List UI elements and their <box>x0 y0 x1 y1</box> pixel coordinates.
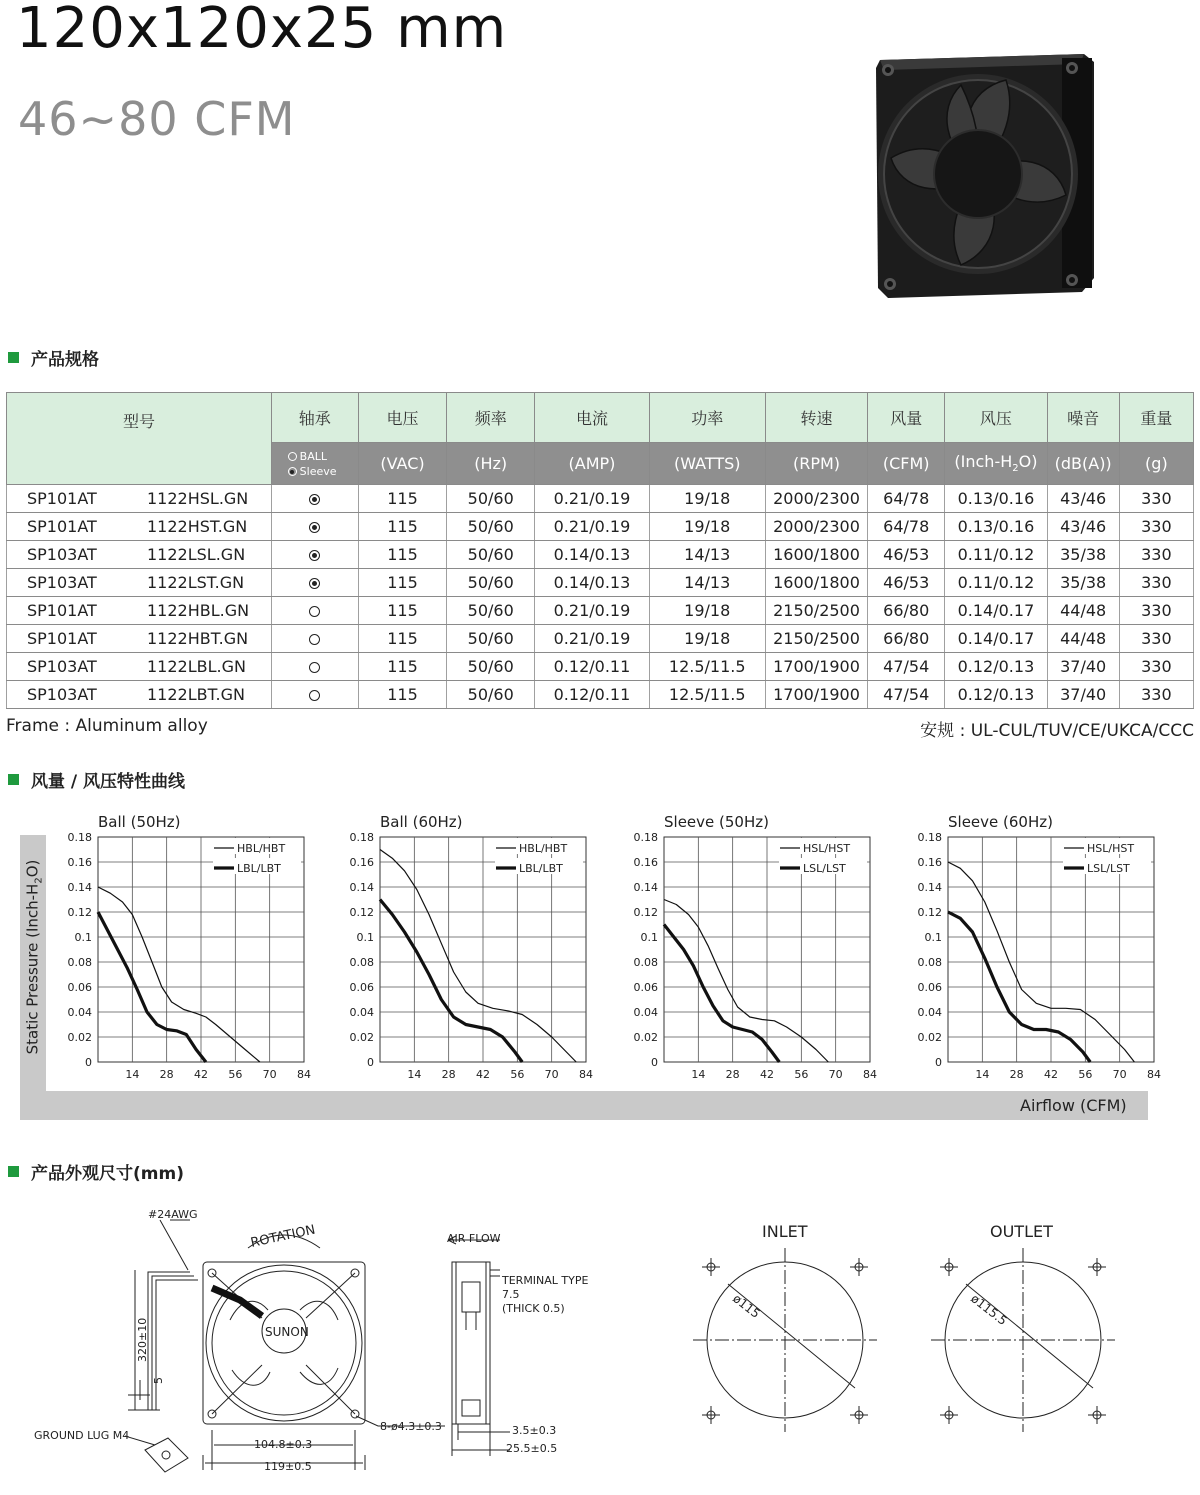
table-row <box>7 541 1194 569</box>
outlet-diameter-label: ø115.5 <box>968 1291 1010 1329</box>
lead-length-label: 320±10 <box>136 1317 149 1362</box>
terminal-type-label: TERMINAL TYPE <box>502 1274 589 1287</box>
cell-noise: 35/38 <box>1047 569 1119 597</box>
table-row <box>7 653 1194 681</box>
y-tick-label: 0.08 <box>67 956 92 969</box>
bearing-cell <box>271 569 358 597</box>
y-tick-label: 0.02 <box>67 1031 92 1044</box>
y-tick-label: 0.04 <box>67 1006 92 1019</box>
cell-watts: 19/18 <box>649 597 765 625</box>
cell-volt: 115 <box>358 513 446 541</box>
table-row <box>7 625 1194 653</box>
cell-watts: 19/18 <box>649 513 765 541</box>
ball-bearing-icon <box>309 606 320 617</box>
model-cell <box>7 513 272 541</box>
ball-bearing-icon <box>309 690 320 701</box>
cell-volt: 115 <box>358 625 446 653</box>
frame-material-note: Frame : Aluminum alloy <box>6 716 208 736</box>
bearing-cell <box>271 625 358 653</box>
sleeve-bearing-icon <box>309 494 320 505</box>
y-axis-label: Static Pressure $(Inch-H_2O)$ <box>23 859 45 1055</box>
legend-label: HBL/HBT <box>519 842 568 855</box>
y-tick-label: 0.04 <box>917 1006 942 1019</box>
cell-rpm: 2000/2300 <box>765 485 867 513</box>
model-number: SP103AT <box>27 657 97 676</box>
cell-volt: 115 <box>358 653 446 681</box>
y-tick-label: 0.1 <box>356 931 374 944</box>
legend-label: LBL/LBT <box>519 862 563 875</box>
cell-weight: 330 <box>1119 569 1193 597</box>
cell-rpm: 1700/1900 <box>765 653 867 681</box>
cell-rpm: 2150/2500 <box>765 625 867 653</box>
ball-bearing-icon <box>309 634 320 645</box>
sleeve-bearing-icon <box>309 550 320 561</box>
cell-cfm: 47/54 <box>868 653 945 681</box>
cell-pressure: 0.11/0.12 <box>945 541 1047 569</box>
y-tick-label: 0 <box>935 1056 942 1069</box>
cell-volt: 115 <box>358 485 446 513</box>
y-tick-label: 0.04 <box>349 1006 374 1019</box>
x-tick-label: 84 <box>297 1068 311 1081</box>
part-number: 1122LBT.GN <box>147 685 245 704</box>
cell-cfm: 47/54 <box>868 681 945 709</box>
y-tick-label: 0.14 <box>67 881 92 894</box>
cell-freq: 50/60 <box>447 541 535 569</box>
col-header-power: 功率 <box>649 393 765 443</box>
x-tick-label: 84 <box>863 1068 877 1081</box>
section-title: 产品规格 <box>31 350 99 370</box>
section-bullet-icon <box>8 352 19 363</box>
airflow-range-subtitle: 46~80 CFM <box>18 92 296 146</box>
cell-noise: 44/48 <box>1047 625 1119 653</box>
cell-cfm: 64/78 <box>868 513 945 541</box>
cell-freq: 50/60 <box>447 569 535 597</box>
model-number: SP103AT <box>27 545 97 564</box>
cell-rpm: 2150/2500 <box>765 597 867 625</box>
inlet-diameter-label: ø115 <box>730 1291 763 1321</box>
table-row <box>7 597 1194 625</box>
x-tick-label: 84 <box>1147 1068 1161 1081</box>
legend-label: HSL/HST <box>1087 842 1135 855</box>
brand-label: SUNON <box>265 1325 309 1339</box>
cell-amp: 0.12/0.11 <box>535 653 649 681</box>
cell-pressure: 0.14/0.17 <box>945 625 1047 653</box>
y-tick-label: 0.18 <box>917 831 942 844</box>
model-number: SP103AT <box>27 685 97 704</box>
y-tick-label: 0 <box>367 1056 374 1069</box>
col-header-model: 型号 <box>7 393 272 485</box>
legend-label: LSL/LST <box>803 862 846 875</box>
cell-amp: 0.21/0.19 <box>535 513 649 541</box>
x-tick-label: 14 <box>407 1068 422 1081</box>
x-tick-label: 28 <box>1009 1068 1024 1081</box>
chart-title: Sleeve (50Hz) <box>664 813 769 831</box>
table-row <box>7 513 1194 541</box>
cell-freq: 50/60 <box>447 597 535 625</box>
x-tick-label: 42 <box>476 1068 490 1081</box>
x-tick-label: 70 <box>544 1068 559 1081</box>
x-tick-label: 56 <box>510 1068 525 1081</box>
page-title: 120x120x25 mm <box>16 0 508 61</box>
x-tick-label: 56 <box>228 1068 243 1081</box>
col-header-frequency: 频率 <box>447 393 535 443</box>
x-tick-label: 42 <box>1044 1068 1058 1081</box>
x-tick-label: 42 <box>194 1068 208 1081</box>
spec-table <box>6 392 1194 709</box>
inlet-label: INLET <box>762 1222 808 1241</box>
y-tick-label: 0.16 <box>67 856 92 869</box>
y-tick-label: 0.06 <box>67 981 92 994</box>
x-tick-label: 70 <box>828 1068 843 1081</box>
unit-pressure: $(Inch-H_2O)$ <box>945 443 1047 485</box>
y-tick-label: 0.12 <box>67 906 92 919</box>
mount-hole-markers <box>702 1258 1106 1424</box>
part-number: 1122LST.GN <box>147 573 245 592</box>
sleeve-bearing-icon <box>309 522 320 533</box>
cell-noise: 44/48 <box>1047 597 1119 625</box>
y-tick-label: 0.02 <box>917 1031 942 1044</box>
x-tick-label: 14 <box>975 1068 990 1081</box>
y-tick-label: 0.1 <box>640 931 658 944</box>
x-tick-label: 70 <box>262 1068 277 1081</box>
y-tick-label: 0.16 <box>917 856 942 869</box>
unit-voltage: (VAC) <box>358 443 446 485</box>
model-cell <box>7 541 272 569</box>
part-number: 1122HBT.GN <box>147 629 249 648</box>
x-tick-label: 28 <box>159 1068 174 1081</box>
cell-rpm: 1600/1800 <box>765 541 867 569</box>
cell-watts: 14/13 <box>649 569 765 597</box>
wire-gauge-label: #24AWG <box>148 1208 198 1221</box>
col-header-speed: 转速 <box>765 393 867 443</box>
section-heading-dims <box>8 1159 184 1184</box>
fan-depth-label: 25.5±0.5 <box>506 1442 558 1455</box>
model-cell <box>7 681 272 709</box>
cell-weight: 330 <box>1119 625 1193 653</box>
cell-watts: 12.5/11.5 <box>649 653 765 681</box>
y-tick-label: 0.18 <box>633 831 658 844</box>
y-tick-label: 0.04 <box>633 1006 658 1019</box>
ground-lug-label: GROUND LUG M4 <box>34 1429 130 1442</box>
unit-noise: (dB(A)) <box>1047 443 1119 485</box>
legend-label: HSL/HST <box>803 842 851 855</box>
x-tick-label: 28 <box>725 1068 740 1081</box>
bearing-cell <box>271 485 358 513</box>
x-tick-label: 84 <box>579 1068 593 1081</box>
rotation-label: ROTATION <box>249 1222 317 1251</box>
section-title: 产品外观尺寸(mm) <box>31 1164 184 1184</box>
chart-title: Ball (50Hz) <box>98 813 181 831</box>
bearing-cell <box>271 681 358 709</box>
y-tick-label: 0.08 <box>349 956 374 969</box>
cell-amp: 0.21/0.19 <box>535 625 649 653</box>
cell-weight: 330 <box>1119 513 1193 541</box>
y-tick-label: 0.16 <box>349 856 374 869</box>
col-header-current: 电流 <box>535 393 649 443</box>
col-header-noise: 噪音 <box>1047 393 1119 443</box>
y-tick-label: 0.12 <box>349 906 374 919</box>
cell-amp: 0.21/0.19 <box>535 597 649 625</box>
x-axis-label: Airflow (CFM) <box>1020 1096 1127 1115</box>
unit-speed: (RPM) <box>765 443 867 485</box>
ball-radio-icon <box>288 452 297 461</box>
terminal-dim-label: 7.5 <box>502 1288 520 1301</box>
pressure-airflow-charts <box>0 805 1200 1095</box>
terminal-thickness-label: (THICK 0.5) <box>502 1302 565 1315</box>
model-cell <box>7 653 272 681</box>
bearing-cell <box>271 597 358 625</box>
cell-freq: 50/60 <box>447 625 535 653</box>
part-number: 1122HBL.GN <box>147 601 250 620</box>
cell-cfm: 64/78 <box>868 485 945 513</box>
model-number: SP103AT <box>27 573 97 592</box>
y-tick-label: 0.18 <box>67 831 92 844</box>
part-number: 1122HSL.GN <box>147 489 249 508</box>
table-row <box>7 485 1194 513</box>
series-line <box>380 900 522 1063</box>
cell-rpm: 1700/1900 <box>765 681 867 709</box>
col-header-weight: 重量 <box>1119 393 1193 443</box>
cell-rpm: 1600/1800 <box>765 569 867 597</box>
x-tick-label: 28 <box>441 1068 456 1081</box>
col-header-pressure: 风压 <box>945 393 1047 443</box>
chart-title: Sleeve (60Hz) <box>948 813 1053 831</box>
dimension-drawing <box>0 1200 1200 1490</box>
model-number: SP101AT <box>27 629 97 648</box>
cell-weight: 330 <box>1119 681 1193 709</box>
bearing-cell <box>271 541 358 569</box>
cell-volt: 115 <box>358 569 446 597</box>
chart-title: Ball (60Hz) <box>380 813 463 831</box>
bearing-legend-ball: BALL <box>299 449 327 463</box>
cell-pressure: 0.14/0.17 <box>945 597 1047 625</box>
bearing-cell <box>271 513 358 541</box>
section-heading-curve <box>8 767 185 792</box>
cell-pressure: 0.13/0.16 <box>945 513 1047 541</box>
y-tick-label: 0.08 <box>917 956 942 969</box>
outlet-label: OUTLET <box>990 1222 1053 1241</box>
cell-cfm: 46/53 <box>868 541 945 569</box>
bearing-legend-sleeve: Sleeve <box>299 464 337 478</box>
y-tick-label: 0.06 <box>349 981 374 994</box>
cell-watts: 14/13 <box>649 541 765 569</box>
y-tick-label: 0.02 <box>349 1031 374 1044</box>
table-row <box>7 681 1194 709</box>
cell-pressure: 0.12/0.13 <box>945 681 1047 709</box>
cell-cfm: 66/80 <box>868 625 945 653</box>
cell-rpm: 2000/2300 <box>765 513 867 541</box>
cell-weight: 330 <box>1119 541 1193 569</box>
series-line <box>380 850 576 1063</box>
y-tick-label: 0.14 <box>633 881 658 894</box>
cell-weight: 330 <box>1119 485 1193 513</box>
table-row <box>7 569 1194 597</box>
col-header-bearing: 轴承 <box>271 393 358 443</box>
x-tick-label: 14 <box>691 1068 706 1081</box>
cell-freq: 50/60 <box>447 681 535 709</box>
cell-freq: 50/60 <box>447 653 535 681</box>
unit-power: (WATTS) <box>649 443 765 485</box>
legend-label: LBL/LBT <box>237 862 281 875</box>
cell-noise: 35/38 <box>1047 541 1119 569</box>
section-bullet-icon <box>8 774 19 785</box>
sleeve-bearing-icon <box>309 578 320 589</box>
y-tick-label: 0.16 <box>633 856 658 869</box>
cell-amp: 0.14/0.13 <box>535 569 649 597</box>
y-tick-label: 0.12 <box>633 906 658 919</box>
cell-noise: 43/46 <box>1047 513 1119 541</box>
y-tick-label: 0.12 <box>917 906 942 919</box>
y-tick-label: 0.02 <box>633 1031 658 1044</box>
y-tick-label: 0.1 <box>924 931 942 944</box>
cell-watts: 19/18 <box>649 625 765 653</box>
model-cell <box>7 597 272 625</box>
cell-weight: 330 <box>1119 653 1193 681</box>
ball-bearing-icon <box>309 662 320 673</box>
cell-watts: 19/18 <box>649 485 765 513</box>
model-number: SP101AT <box>27 601 97 620</box>
y-tick-label: 0 <box>85 1056 92 1069</box>
section-heading-spec <box>8 345 99 370</box>
unit-weight: (g) <box>1119 443 1193 485</box>
model-cell <box>7 625 272 653</box>
cell-weight: 330 <box>1119 597 1193 625</box>
cell-cfm: 66/80 <box>868 597 945 625</box>
y-tick-label: 0.08 <box>633 956 658 969</box>
cell-amp: 0.12/0.11 <box>535 681 649 709</box>
cell-watts: 12.5/11.5 <box>649 681 765 709</box>
x-tick-label: 14 <box>125 1068 140 1081</box>
bearing-legend <box>271 443 358 485</box>
y-tick-label: 0.06 <box>633 981 658 994</box>
cell-noise: 37/40 <box>1047 653 1119 681</box>
cell-freq: 50/60 <box>447 513 535 541</box>
hole-pitch-label: 104.8±0.3 <box>254 1438 313 1451</box>
y-tick-label: 0.18 <box>349 831 374 844</box>
cell-pressure: 0.11/0.12 <box>945 569 1047 597</box>
cell-cfm: 46/53 <box>868 569 945 597</box>
legend-label: LSL/LST <box>1087 862 1130 875</box>
x-tick-label: 42 <box>760 1068 774 1081</box>
cell-noise: 43/46 <box>1047 485 1119 513</box>
cell-pressure: 0.12/0.13 <box>945 653 1047 681</box>
lead-strip-label: 5 <box>152 1377 165 1384</box>
mounting-holes-label: 8-ø4.3±0.3 <box>380 1420 442 1433</box>
legend-label: HBL/HBT <box>237 842 286 855</box>
cell-freq: 50/60 <box>447 485 535 513</box>
certification-note: 安规 : UL-CUL/TUV/CE/UKCA/CCC <box>920 721 1194 741</box>
y-tick-label: 0.14 <box>917 881 942 894</box>
unit-frequency: (Hz) <box>447 443 535 485</box>
sleeve-radio-icon <box>288 467 297 476</box>
model-cell <box>7 485 272 513</box>
x-tick-label: 56 <box>1078 1068 1093 1081</box>
air-flow-label: AIR FLOW <box>447 1232 501 1245</box>
fan-product-image <box>866 40 1096 302</box>
series-line <box>664 925 779 1063</box>
part-number: 1122LBL.GN <box>147 657 246 676</box>
cell-amp: 0.14/0.13 <box>535 541 649 569</box>
y-tick-label: 0 <box>651 1056 658 1069</box>
model-number: SP101AT <box>27 517 97 536</box>
part-number: 1122LSL.GN <box>147 545 246 564</box>
cell-volt: 115 <box>358 681 446 709</box>
x-tick-label: 56 <box>794 1068 809 1081</box>
flange-thickness-label: 3.5±0.3 <box>512 1424 557 1437</box>
cell-noise: 37/40 <box>1047 681 1119 709</box>
table-header-row <box>7 393 1194 443</box>
model-cell <box>7 569 272 597</box>
y-tick-label: 0.06 <box>917 981 942 994</box>
section-bullet-icon <box>8 1166 19 1177</box>
col-header-voltage: 电压 <box>358 393 446 443</box>
part-number: 1122HST.GN <box>147 517 248 536</box>
section-title: 风量 / 风压特性曲线 <box>31 772 186 792</box>
y-tick-label: 0.14 <box>349 881 374 894</box>
series-line <box>664 900 828 1063</box>
unit-airflow: (CFM) <box>868 443 945 485</box>
y-tick-label: 0.1 <box>74 931 92 944</box>
bearing-cell <box>271 653 358 681</box>
unit-current: (AMP) <box>535 443 649 485</box>
frame-width-label: 119±0.5 <box>264 1460 312 1473</box>
cell-pressure: 0.13/0.16 <box>945 485 1047 513</box>
cell-volt: 115 <box>358 541 446 569</box>
x-tick-label: 70 <box>1112 1068 1127 1081</box>
model-number: SP101AT <box>27 489 97 508</box>
col-header-airflow: 风量 <box>868 393 945 443</box>
cell-volt: 115 <box>358 597 446 625</box>
cell-amp: 0.21/0.19 <box>535 485 649 513</box>
